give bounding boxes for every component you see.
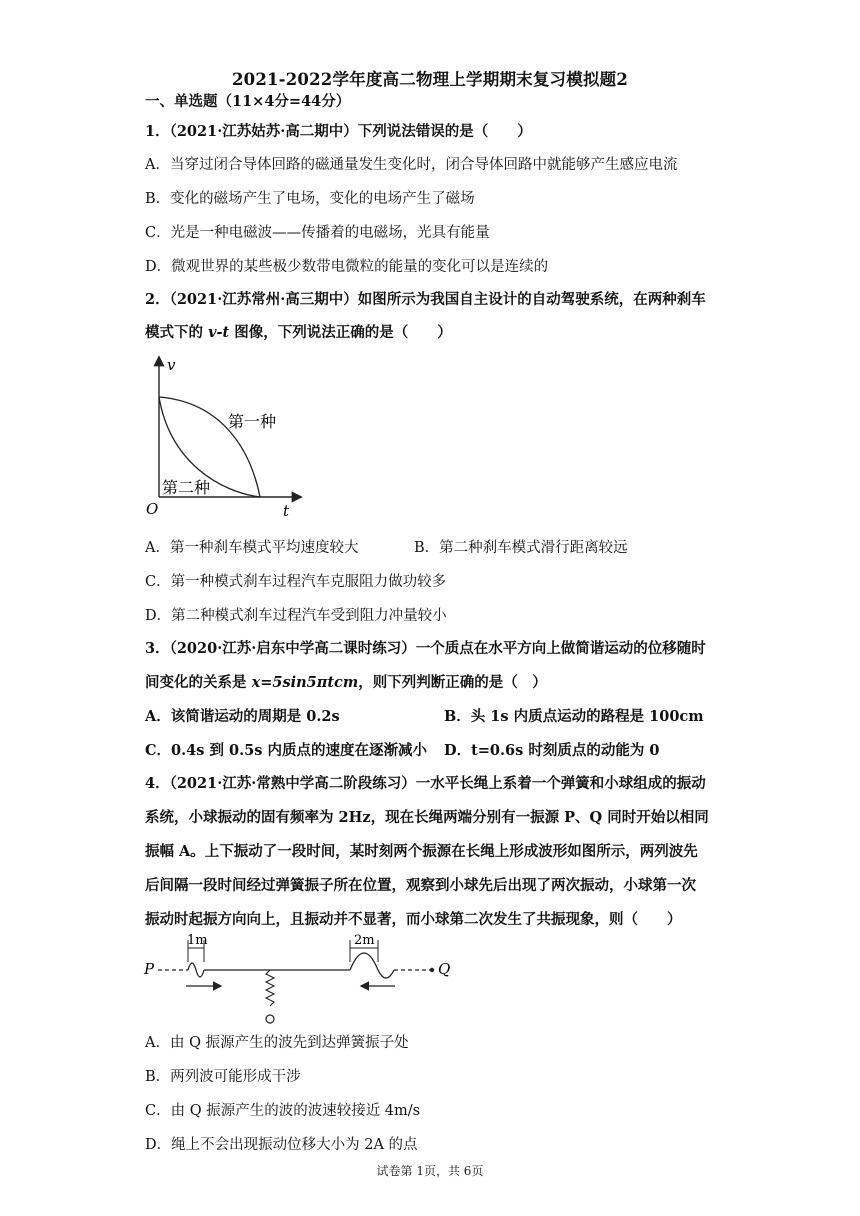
displacement-formula: x=5sin5πtcm <box>251 674 359 691</box>
curve-2-label: 第二种 <box>162 478 211 497</box>
page-footer: 试卷第 1页，共 6页 <box>376 1164 484 1178</box>
axis-label-t: t <box>283 502 290 520</box>
spring <box>266 970 274 1006</box>
rope-wave-figure <box>140 930 470 1025</box>
question-1-option-b: B．变化的磁场产生了电场，变化的电场产生了磁场 <box>145 191 475 207</box>
question-4-stem-line-2: 系统，小球振动的固有频率为 2Hz，现在长绳两端分别有一振源 P、Q 同时开始以相同 <box>145 809 709 826</box>
vt-variable: v-t <box>208 324 230 341</box>
origin-label: O <box>146 500 159 518</box>
axis-label-v: v <box>167 356 176 374</box>
question-4-option-d: D．绳上不会出现振动位移大小为 2A 的点 <box>145 1137 418 1153</box>
question-4-option-a: A．由 Q 振源产生的波先到达弹簧振子处 <box>145 1035 409 1051</box>
question-4-stem-line-5: 振动时起振方向向上，且振动并不显著，而小球第二次发生了共振现象，则（ ） <box>145 911 682 928</box>
question-3-option-d: D．t=0.6s 时刻质点的动能为 0 <box>444 742 660 759</box>
question-4-option-b: B．两列波可能形成干涉 <box>145 1069 301 1085</box>
vt-graph-figure <box>140 352 310 522</box>
question-2-option-c: C．第一种模式刹车过程汽车克服阻力做功较多 <box>145 574 447 590</box>
left-width-label: 1m <box>187 933 208 948</box>
question-1-option-a: A．当穿过闭合导体回路的磁通量发生变化时，闭合导体回路中就能够产生感应电流 <box>145 157 678 173</box>
question-3-option-c: C．0.4s 到 0.5s 内质点的速度在逐渐减小 <box>145 742 427 759</box>
question-1-option-c: C．光是一种电磁波——传播着的电磁场，光具有能量 <box>145 225 490 241</box>
question-2-option-d: D．第二种模式刹车过程汽车受到阻力冲量较小 <box>145 608 447 624</box>
question-2-option-b: B．第二种刹车模式滑行距离较远 <box>414 540 628 556</box>
source-q-label: Q <box>438 960 451 978</box>
question-3-stem-line-2: 间变化的关系是 x=5sin5πtcm，则下列判断正确的是（ ） <box>145 674 547 691</box>
question-4-stem-line-3: 振幅 A。上下振动了一段时间，某时刻两个振源在长绳上形成波形如图所示，两列波先 <box>145 843 698 860</box>
curve-1-label: 第一种 <box>228 412 277 431</box>
question-1-stem: 1．（2021·江苏姑苏·高二期中）下列说法错误的是（ ） <box>145 123 532 140</box>
question-2-stem-line-1: 2．（2021·江苏常州·高三期中）如图所示为我国自主设计的自动驾驶系统，在两种刹车 <box>145 291 706 308</box>
question-1-option-d: D．微观世界的某些极少数带电微粒的能量的变化可以是连续的 <box>145 259 549 275</box>
right-pulse <box>350 953 394 978</box>
page-title: 2021-2022学年度高二物理上学期期末复习模拟题2 <box>231 70 629 89</box>
source-p-label: P <box>144 960 155 978</box>
question-2-option-a: A．第一种刹车模式平均速度较大 <box>145 540 359 556</box>
source-q-dot <box>430 968 434 972</box>
question-4-stem-line-1: 4．（2021·江苏·常熟中学高二阶段练习）一水平长绳上系着一个弹簧和小球组成的振动 <box>145 775 706 792</box>
question-4-option-c: C．由 Q 振源产生的波的波速较接近 4m/s <box>145 1103 421 1119</box>
ball <box>266 1015 274 1023</box>
left-pulse <box>188 963 204 977</box>
question-3-option-b: B．头 1s 内质点运动的路程是 100cm <box>444 708 704 725</box>
question-4-stem-line-4: 后间隔一段时间经过弹簧振子所在位置，观察到小球先后出现了两次振动，小球第一次 <box>145 877 696 894</box>
right-width-label: 2m <box>354 933 375 948</box>
section-heading: 一、单选题（11×4分=44分） <box>145 93 351 110</box>
question-3-stem-line-1: 3．（2020·江苏·启东中学高二课时练习）一个质点在水平方向上做简谐运动的位移随时 <box>145 640 706 657</box>
question-3-option-a: A．该简谐运动的周期是 0.2s <box>145 708 340 725</box>
question-2-stem-line-2: 模式下的 v-t 图像，下列说法正确的是（ ） <box>145 324 452 341</box>
